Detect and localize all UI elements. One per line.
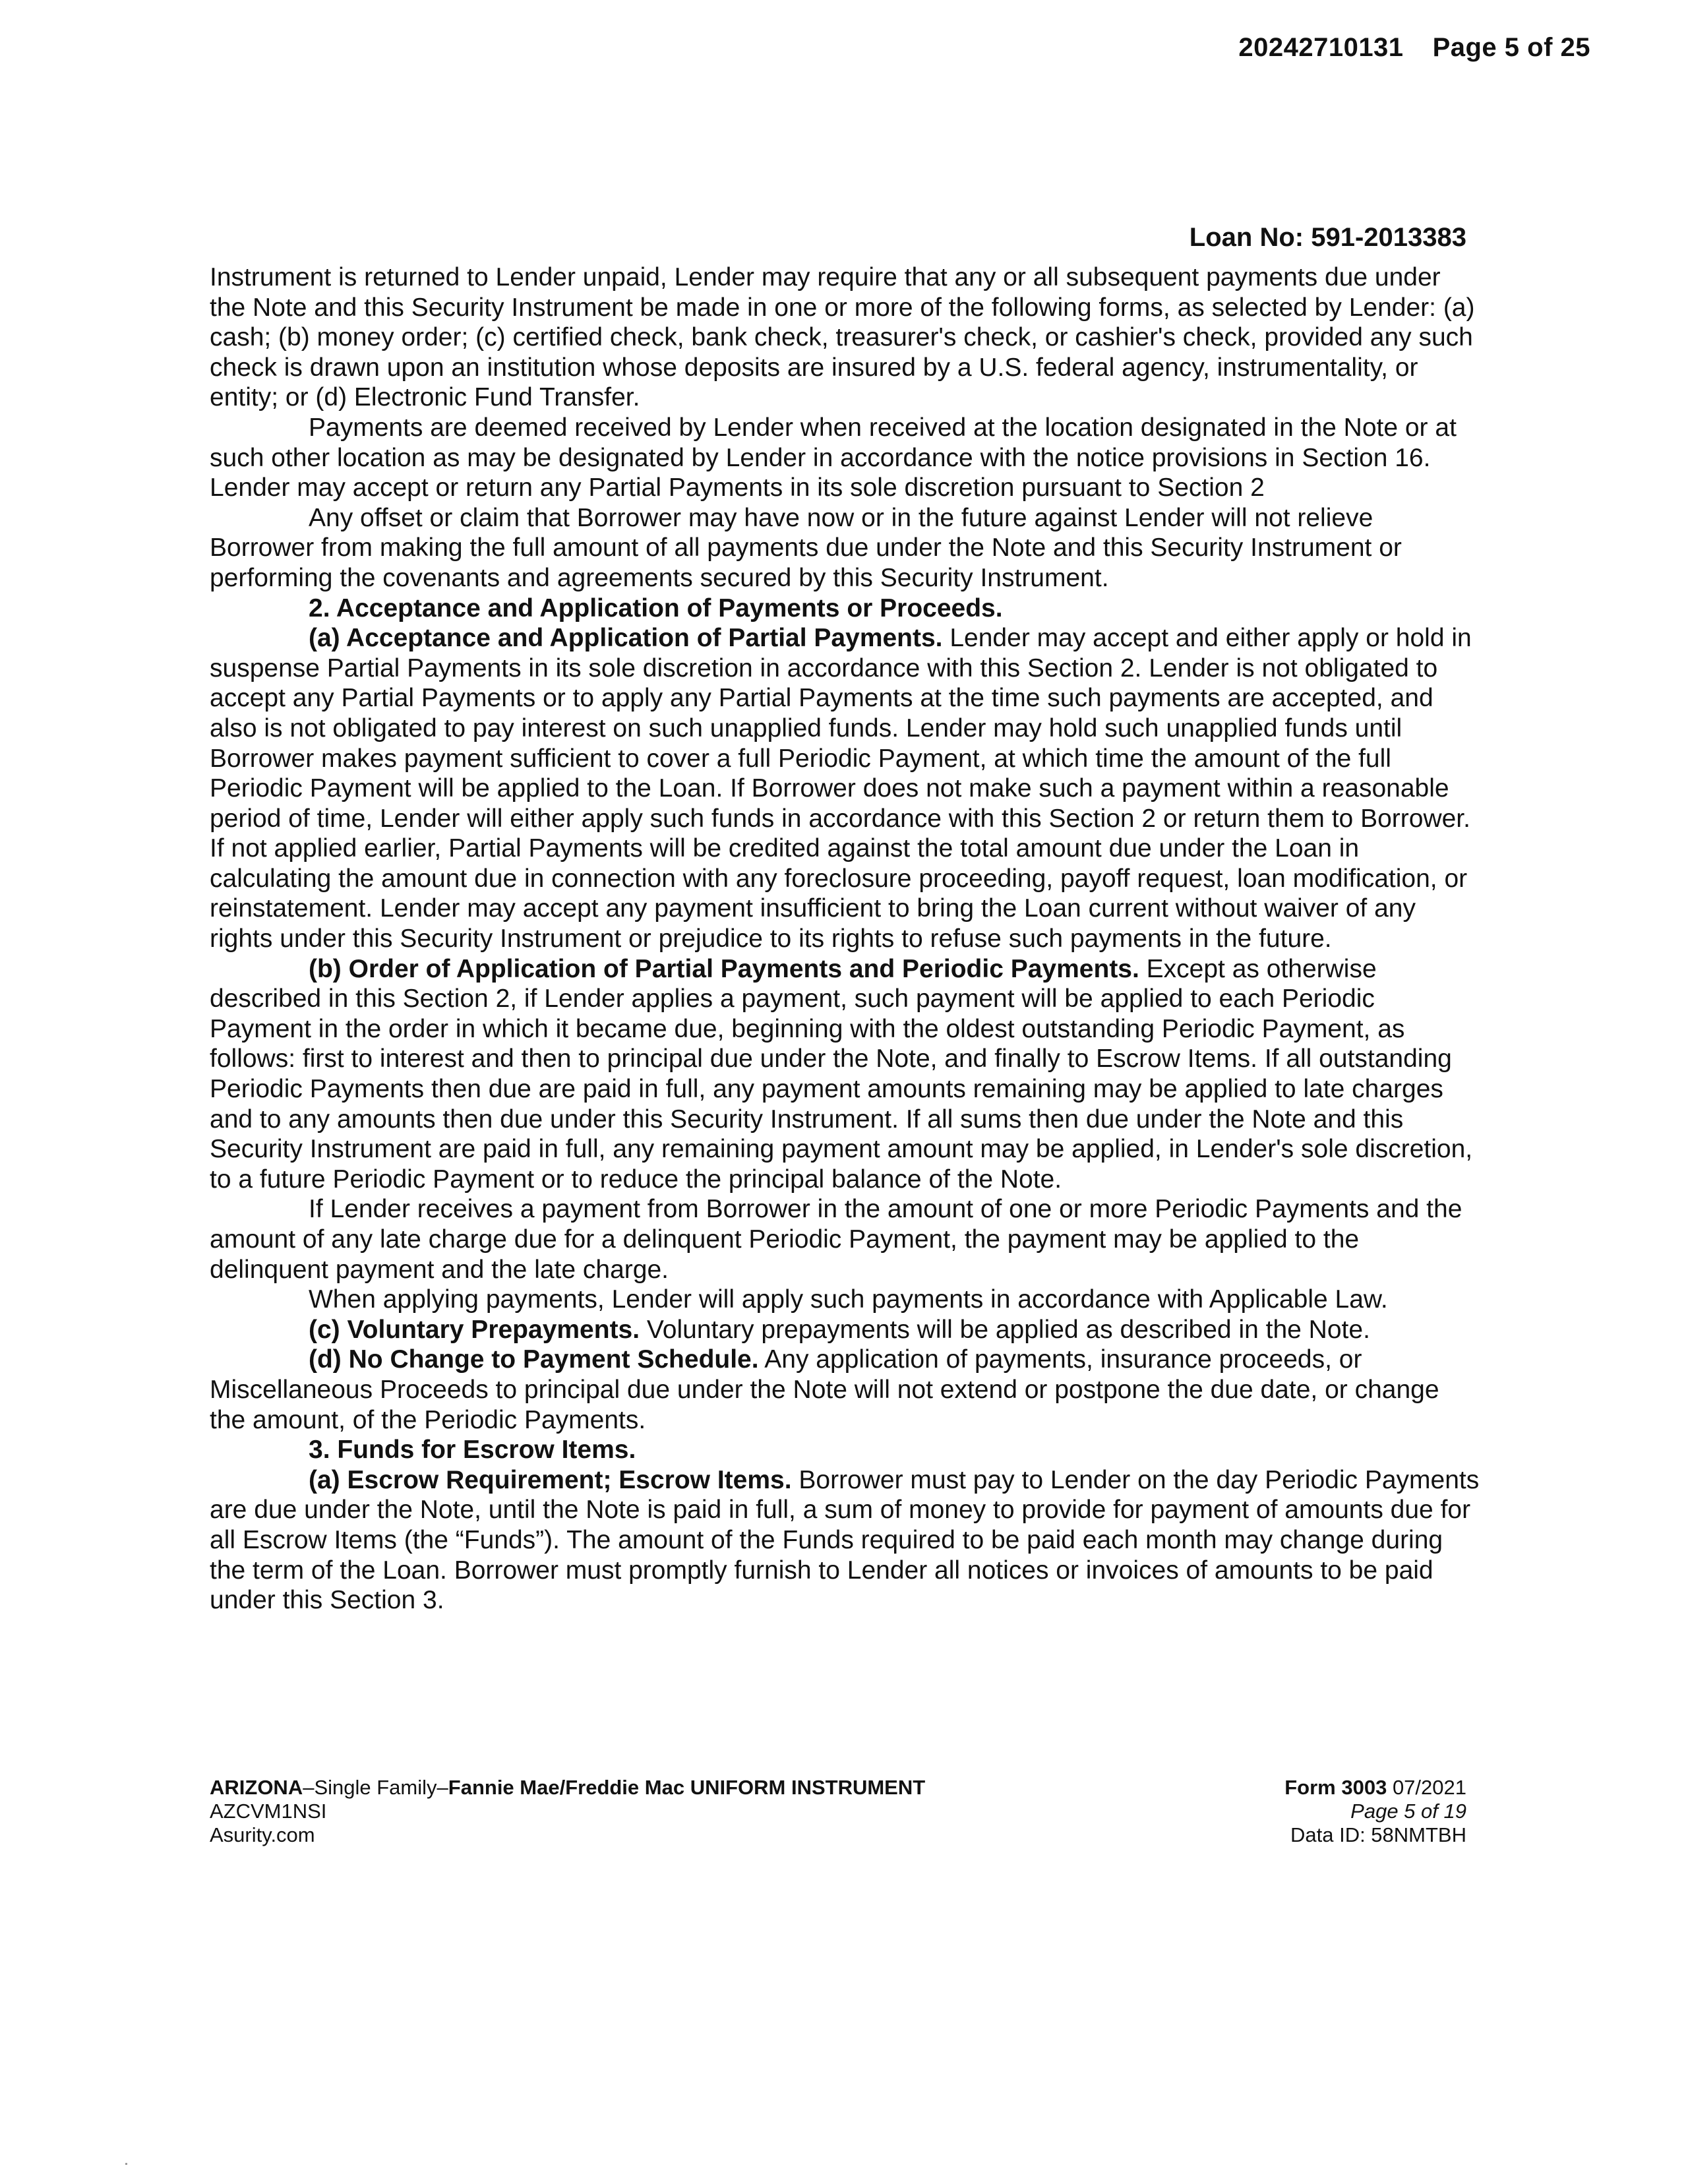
section-3-heading [210, 1435, 1480, 1465]
footer-state: ARIZONA [210, 1776, 303, 1799]
footer-data-id: Data ID: 58NMTBH [1290, 1823, 1466, 1846]
footer-instrument-line [210, 1776, 925, 1800]
scan-speck [125, 2163, 127, 2165]
section-2b-paragraph [210, 954, 1480, 1195]
footer-type: –Single Family– [303, 1776, 448, 1799]
document-body [210, 262, 1480, 1616]
footer-left [210, 1776, 925, 1847]
footer-site: Asurity.com [210, 1823, 315, 1846]
footer-right [1284, 1776, 1466, 1847]
footer-form-line [1284, 1776, 1466, 1800]
footer-form-label: Form 3003 [1284, 1776, 1387, 1799]
footer-form-date: 07/2021 [1392, 1776, 1466, 1799]
section-2a-title: (a) Acceptance and Application of Partial Payments. [309, 624, 943, 653]
section-2c-text: Voluntary prepayments will be applied as described in the Note. [640, 1315, 1370, 1344]
section-2d-text: Any application of payments, insurance proceeds, or Miscellaneous Proceeds to principal due under the Note will not extend or postpone the due date, or change the amount, of the Periodic Payments. [210, 1345, 1439, 1434]
section-2c-title: (c) Voluntary Prepayments. [309, 1315, 640, 1344]
section-2-heading [210, 593, 1480, 624]
paragraph-late-charge: If Lender receives a payment from Borrower in the amount of one or more Periodic Payments and the amount of any late charge due for a delinquent Periodic Payment, the payment may be applied to the delinquent payment and the late charge. [210, 1195, 1462, 1284]
section-2-title: 2. Acceptance and Application of Payments or Proceeds. [309, 593, 1003, 622]
footer-page-of: Page 5 of 19 [1350, 1800, 1466, 1823]
section-3-title: 3. Funds for Escrow Items. [309, 1436, 636, 1465]
footer-instrument: Fannie Mae/Freddie Mac UNIFORM INSTRUMENT [448, 1776, 926, 1799]
section-2c-paragraph [210, 1315, 1480, 1345]
recording-number: 20242710131 [1238, 33, 1404, 62]
recording-page-label: Page 5 of 25 [1432, 33, 1590, 62]
paragraph-applicable-law: When applying payments, Lender will apply such payments in accordance with Applicable Law. [309, 1285, 1388, 1314]
recording-header [1238, 33, 1590, 63]
footer-code: AZCVM1NSI [210, 1800, 327, 1823]
paragraph-payment-forms: Instrument is returned to Lender unpaid, Lender may require that any or all subsequent payments due under the Note and this Security Instrument be made in one or more of the following forms, as selected by Lender: (a) cash; (b) money order; (c) certified check, bank check, treasurer's check, or cashier's check, provided any such check is drawn upon an institution whose deposits are insured by a U.S. federal agency, instrumentality, or entity; or (d) Electronic Fund Transfer. [210, 263, 1475, 412]
section-3a-title: (a) Escrow Requirement; Escrow Items. [309, 1465, 792, 1494]
section-2d-paragraph [210, 1345, 1480, 1435]
section-2d-title: (d) No Change to Payment Schedule. [309, 1345, 759, 1374]
section-2a-paragraph [210, 623, 1480, 954]
section-2a-text: Lender may accept and either apply or hold in suspense Partial Payments in its sole discretion in accordance with this Section 2. Lender is not obligated to accept any Partial Payments or to apply any Partial Payments at the time such payments are accepted, and also is not obligated to pay interest on such unapplied funds. Lender may hold such unapplied funds until Borrower makes payment sufficient to cover a full Periodic Payment, at which time the amount of the full Periodic Payment will be applied to the Loan. If Borrower does not make such a payment within a reasonable period of time, Lender will either apply such funds in accordance with this Section 2 or return them to Borrower. If not applied earlier, Partial Payments will be credited against the total amount due under the Loan in calculating the amount due in connection with any foreclosure proceeding, payoff request, loan modification, or reinstatement. Lender may accept any payment insufficient to bring the Loan current without waiver of any rights under this Security Instrument or prejudice to its rights to refuse such payments in the future. [210, 624, 1472, 954]
section-3a-paragraph [210, 1465, 1480, 1616]
section-2b-text: Except as otherwise described in this Section 2, if Lender applies a payment, such payment will be applied to each Periodic Payment in the order in which it became due, beginning with the oldest outstanding Periodic Payment, as follows: first to interest and then to principal due under the Note, and finally to Escrow Items. If all outstanding Periodic Payments then due are paid in full, any payment amounts remaining may be applied to late charges and to any amounts then due under this Security Instrument. If all sums then due under the Note and this Security Instrument are paid in full, any remaining payment amount may be applied, in Lender's sole discretion, to a future Periodic Payment or to reduce the principal balance of the Note. [210, 954, 1473, 1194]
section-3a-text: Borrower must pay to Lender on the day Periodic Payments are due under the Note, until the Note is paid in full, a sum of money to provide for payment of amounts due for all Escrow Items (the “Funds”). The amount of the Funds required to be paid each month may change during the term of the Loan. Borrower must promptly furnish to Lender all notices or invoices of amounts to be paid under this Section 3. [210, 1465, 1480, 1615]
paragraph-offset-claim: Any offset or claim that Borrower may have now or in the future against Lender will not relieve Borrower from making the full amount of all payments due under the Note and this Security Instrument or performing the covenants and agreements secured by this Security Instrument. [210, 503, 1402, 592]
section-2b-title: (b) Order of Application of Partial Payments and Periodic Payments. [309, 954, 1139, 983]
loan-number: Loan No: 591-2013383 [1189, 223, 1466, 252]
paragraph-payments-received: Payments are deemed received by Lender when received at the location designated in the Note or at such other location as may be designated by Lender in accordance with the notice provisions in Section 16. Lender may accept or return any Partial Payments in its sole discretion pursuant to Section 2 [210, 413, 1457, 502]
